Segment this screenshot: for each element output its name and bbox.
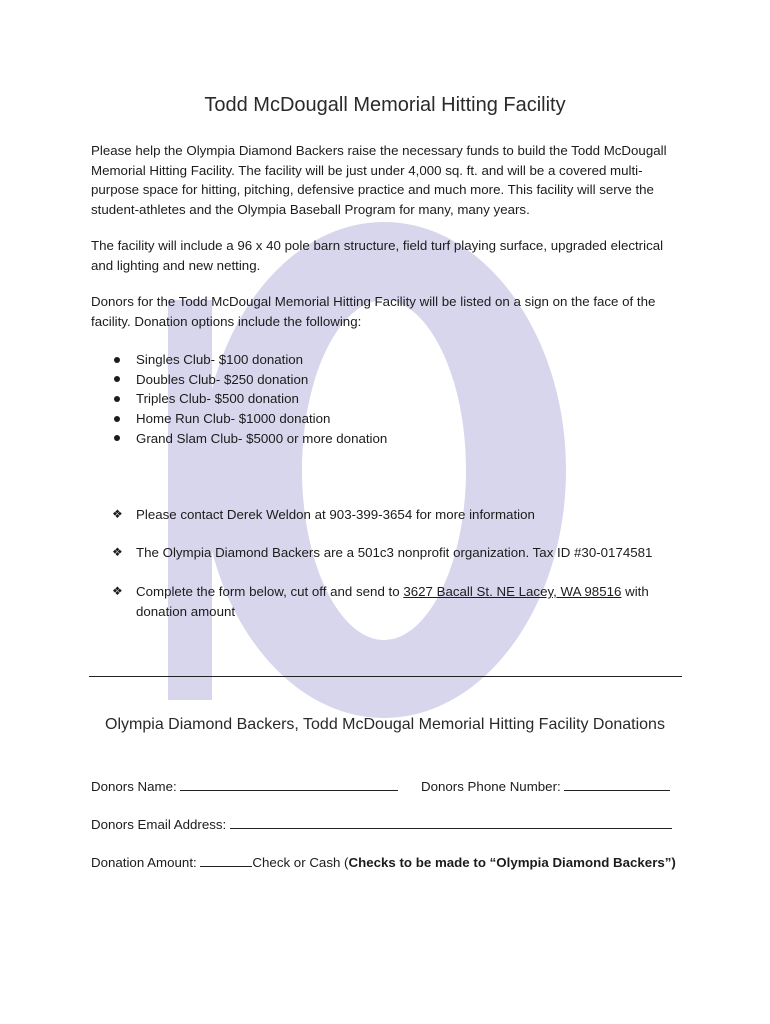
bullet-icon <box>114 435 120 441</box>
nonprofit-text: The Olympia Diamond Backers are a 501c3 nonprofit organization. Tax ID #30-0174581 <box>136 545 653 560</box>
donation-option: Triples Club- $500 donation <box>136 391 299 407</box>
donor-email-row <box>91 814 672 834</box>
donation-options-list <box>110 350 387 449</box>
cut-line-divider <box>89 676 682 677</box>
list-item <box>110 370 387 390</box>
bullet-icon <box>114 416 120 422</box>
donation-amount-field[interactable] <box>200 852 252 867</box>
donation-option: Doubles Club- $250 donation <box>136 371 309 387</box>
donation-option: Singles Club- $100 donation <box>136 352 304 367</box>
donation-option: Grand Slam Club- $5000 or more donation <box>136 430 388 446</box>
donor-phone-field[interactable] <box>564 776 670 791</box>
list-item <box>110 350 387 370</box>
form-instruction-prefix: Complete the form below, cut off and send to <box>136 584 404 599</box>
intro-paragraph: Please help the Olympia Diamond Backers raise the necessary funds to build the Todd McDougall Memorial Hitting Facility. The facility will be just under 4,000 sq. ft. and will be a covered multi-purpose space for hitting, pitching, defensive practice and much more. This facility will serve the student-athletes and the Olympia Baseball Program for many, many years. <box>91 143 667 217</box>
page-title: Todd McDougall Memorial Hitting Facility <box>204 94 566 116</box>
mailing-address: 3627 Bacall St. NE Lacey, WA 98516 <box>403 584 622 599</box>
diamond-bullet-icon: ❖ <box>112 507 123 521</box>
list-item <box>110 429 387 449</box>
check-or-cash-label: Check or Cash ( <box>252 855 349 870</box>
bullet-icon <box>114 376 120 382</box>
bullet-icon <box>114 396 120 402</box>
form-instruction-note <box>110 582 685 621</box>
donor-phone-label: Donors Phone Number: <box>421 779 561 794</box>
facility-paragraph: The facility will include a 96 x 40 pole barn structure, field turf playing surface, upgraded electrical and lighting and new netting. <box>91 238 664 273</box>
donation-amount-label: Donation Amount: <box>91 855 197 870</box>
checks-payable-note: Checks to be made to “Olympia Diamond Backers”) <box>348 855 676 870</box>
bullet-icon <box>114 357 120 363</box>
donor-phone-row <box>421 776 670 796</box>
diamond-bullet-icon: ❖ <box>112 584 123 598</box>
list-item <box>110 389 387 409</box>
nonprofit-note <box>110 543 685 563</box>
list-item <box>110 409 387 429</box>
diamond-bullet-icon: ❖ <box>112 545 123 559</box>
donor-name-field[interactable] <box>180 776 398 791</box>
donor-name-row <box>91 776 398 796</box>
donation-option: Home Run Club- $1000 donation <box>136 411 331 427</box>
donor-name-label: Donors Name: <box>91 779 177 794</box>
form-title: Olympia Diamond Backers, Todd McDougal Memorial Hitting Facility Donations <box>105 716 665 733</box>
contact-note <box>110 505 685 525</box>
form-instruction-suffix: with donation amount <box>136 584 649 619</box>
donors-paragraph: Donors for the Todd McDougal Memorial Hitting Facility will be listed on a sign on the face of the facility. Donation options include the following: <box>91 294 656 329</box>
donor-email-field[interactable] <box>230 814 672 829</box>
donation-amount-row <box>91 852 676 872</box>
donor-email-label: Donors Email Address: <box>91 817 227 832</box>
contact-text: Please contact Derek Weldon at 903-399-3654 for more information <box>136 507 535 522</box>
